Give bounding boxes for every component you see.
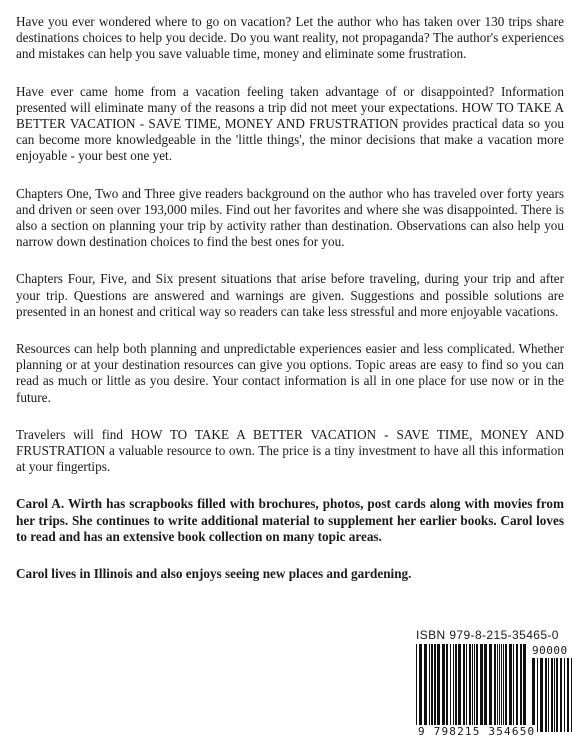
ean-bar-11 [455, 644, 457, 732]
addon-bar-6 [554, 658, 555, 732]
addon-bar-8 [560, 658, 562, 732]
ean-bar-2 [424, 644, 427, 732]
ean-bar-23 [497, 644, 498, 732]
ean-bar-32 [523, 644, 526, 732]
addon-bar-1 [537, 658, 538, 732]
ean-bar-24 [499, 644, 500, 732]
paragraph-author-bio: Carol A. Wirth has scrapbooks filled with brochures, photos, post cards along with movies from her trips. She continues to write additional material to supplement her earlier books. Carol loves to read and has an extensive book collection on many topic areas. [16, 496, 564, 544]
ean-bar-21 [489, 644, 492, 732]
paragraph-chapters-one-three: Chapters One, Two and Three give readers background on the author who has traveled over forty years and driven or seen over 193,000 miles. Find out her favorites and where she was disappointed. There is also a section on planning your trip by activity rather than destination. Observations can also help you narrow down destination choices to find the best ones for you. [16, 185, 564, 250]
paragraph-resources: Resources can help both planning and unpredictable experiences easier and less complicated. Whether planning or at your destination resources can give you options. Topic areas are easy to find so you can read as much or little as you desire. Your contact information is all in one place for use now or in the future. [16, 341, 564, 405]
ean-bar-28 [509, 644, 512, 732]
addon-bar-11 [571, 658, 572, 732]
ean-bar-26 [503, 644, 504, 732]
ean-bar-8 [446, 644, 448, 732]
ean-bar-27 [505, 644, 507, 732]
ean-bar-20 [484, 644, 487, 732]
addon-bar-7 [556, 658, 558, 732]
ean-bar-22 [494, 644, 496, 732]
barcode-graphic [414, 644, 574, 736]
ean-bar-7 [442, 644, 445, 732]
ean-bar-31 [520, 644, 522, 732]
addon-bar-9 [564, 658, 565, 732]
ean-bar-14 [466, 644, 467, 732]
ean-bar-0 [416, 644, 417, 732]
ean-digits: 9 798215 354650 [418, 725, 536, 738]
ean-bar-6 [437, 644, 440, 732]
paragraph-author-home: Carol lives in Illinois and also enjoys seeing new places and gardening. [16, 566, 412, 582]
paragraph-travelers: Travelers will find HOW TO TAKE A BETTER VACATION - SAVE TIME, MONEY AND FRUSTRATION a valuable resource to own. The price is a tiny investment to have all this information at your fingertips. [16, 426, 564, 475]
addon-bar-10 [567, 658, 569, 732]
isbn-label: ISBN 979-8-215-35465-0 [416, 628, 559, 642]
ean-bar-17 [474, 644, 475, 732]
ean-bar-5 [434, 644, 436, 732]
isbn-barcode-block [414, 628, 574, 740]
ean-bar-3 [429, 644, 430, 732]
paragraph-intro: Have you ever wondered where to go on vacation? Let the author who has taken over 130 trips share destinations choices to help you decide. Do you want reality, not propaganda? The author's experiences and mistakes can help you save valuable time, money and eliminate some frustration. [16, 14, 564, 62]
addon-bar-2 [540, 658, 543, 732]
back-cover-text [16, 14, 564, 603]
ean-bar-16 [472, 644, 473, 732]
ean-bar-25 [501, 644, 502, 732]
ean-bar-12 [458, 644, 461, 732]
ean-bar-10 [453, 644, 454, 732]
ean-bar-15 [469, 644, 471, 732]
ean-bar-30 [516, 644, 518, 732]
ean-bar-4 [431, 644, 433, 732]
addon-bar-5 [551, 658, 553, 732]
paragraph-expectations: Have ever came home from a vacation feeling taken advantage of or disappointed? Information presented will eliminate many of the reasons a trip did not meet your expectations. HOW TO TAKE A BETTER VACATION - SAVE TIME, MONEY AND FRUSTRATION provides practical data so you can become more knowledgeable in the 'little things', the minor decisions that make a vacation more enjoyable - your best one yet. [16, 83, 564, 164]
addon-bar-0 [532, 658, 535, 732]
ean-bar-1 [419, 644, 422, 732]
addon-bar-3 [545, 658, 547, 732]
addon-bar-4 [548, 658, 549, 732]
ean-bar-18 [476, 644, 478, 732]
ean-bar-19 [480, 644, 483, 732]
ean-bar-9 [450, 644, 451, 732]
ean-bar-13 [463, 644, 465, 732]
ean-bar-29 [513, 644, 514, 732]
paragraph-chapters-four-six: Chapters Four, Five, and Six present situations that arise before traveling, during your trip and after your trip. Questions are answered and warnings are given. Suggestions and possible solutions are presented in an honest and critical way so readers can take less stressful and more enjoyable vacations. [16, 271, 564, 319]
price-code: 90000 [532, 644, 568, 657]
